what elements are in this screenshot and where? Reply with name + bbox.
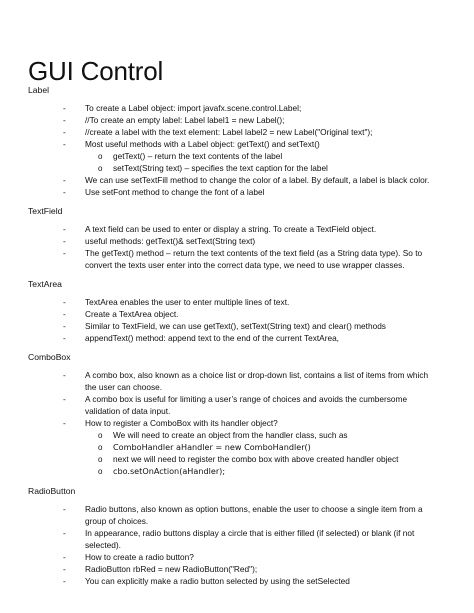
dash-bullet: - — [63, 103, 66, 113]
dash-bullet: - — [63, 333, 66, 343]
dash-bullet: - — [63, 504, 66, 514]
dash-bullet: - — [63, 175, 66, 185]
page-title: GUI Control — [28, 56, 164, 86]
section-heading-textfield: TextField — [28, 206, 63, 216]
section-heading-combobox: ComboBox — [28, 352, 71, 362]
dash-bullet: - — [63, 394, 66, 404]
list-item-continuation: the user can choose. — [85, 382, 163, 392]
circle-bullet: o — [98, 455, 103, 464]
circle-bullet: o — [98, 443, 103, 452]
dash-bullet: - — [63, 418, 66, 428]
section-heading-radiobutton: RadioButton — [28, 486, 76, 496]
dash-bullet: - — [63, 139, 66, 149]
dash-bullet: - — [63, 564, 66, 574]
dash-bullet: - — [63, 309, 66, 319]
list-item-continuation: validation of data input. — [85, 406, 171, 416]
list-item-continuation: group of choices. — [85, 516, 149, 526]
dash-bullet: - — [63, 236, 66, 246]
section-heading-textarea: TextArea — [28, 279, 62, 289]
list-item-continuation: selected). — [85, 540, 121, 550]
dash-bullet: - — [63, 187, 66, 197]
circle-bullet: o — [98, 431, 103, 440]
dash-bullet: - — [63, 528, 66, 538]
dash-bullet: - — [63, 321, 66, 331]
circle-bullet: o — [98, 152, 103, 161]
section-heading-label: Label — [28, 85, 50, 95]
dash-bullet: - — [63, 370, 66, 380]
dash-bullet: - — [63, 552, 66, 562]
dash-bullet: - — [63, 297, 66, 307]
dash-bullet: - — [63, 224, 66, 234]
list-item-continuation: convert the texts user enter into the correct data type, we need to use wrapper classes. — [85, 260, 405, 270]
dash-bullet: - — [63, 576, 66, 586]
circle-bullet: o — [98, 467, 103, 476]
dash-bullet: - — [63, 127, 66, 137]
circle-bullet: o — [98, 164, 103, 173]
document-page: GUI Control Label - To create a Label object: import javafx.scene.control.Label; - //To create an empty label: Label label1 = new Label(); - //create a label with the text element: Label label2 = new Label("Original text"); - Most useful methods with a Label object: getText() and setText() o getText() – return the text contents of the label o setText(String text) – specifies the text caption for the label - We can use setTextFill method to change the color of a label. By default, a label is black color. - Use setFont method to change the font of a label TextField - A text field can be used to enter or display a string. To create a TextField object. - useful methods: getText()& setText(String text) - The getText() method – return the text contents of the text field (as a String data type). So to convert the texts user enter into the correct data type, we need to use wrapper classes. TextArea - TextArea enables the user to enter multiple lines of text. - Create a TextArea object. - Similar to TextField, we can use getText(), setText(String text) and clear() methods - appendText() method: append text to the end of the current TextArea, ComboBox - A combo box, also known as a choice list or drop-down list, contains a list of items from which the user can choose. - A combo box is useful for limiting a user’s range of choices and avoids the cumbersome validation of data input. - How to register a ComboBox with its handler object? o We will need to create an object from the handler class, such as o ComboHandler aHandler = new ComboHandler() o next we will need to register the combo box with above created handler object o cbo.setOnAction(aHandler); RadioButton - Radio buttons, also known as option buttons, enable the user to choose a single item from a group of choices. - In appearance, radio buttons display a circle that is either filled (if selected) or blank (if not selected). - How to create a radio button? - RadioButton rbRed = new RadioButton("Red"); - You can explicitly make a radio button selected by using the setSelected — [28, 56, 430, 586]
dash-bullet: - — [63, 115, 66, 125]
dash-bullet: - — [63, 248, 66, 258]
